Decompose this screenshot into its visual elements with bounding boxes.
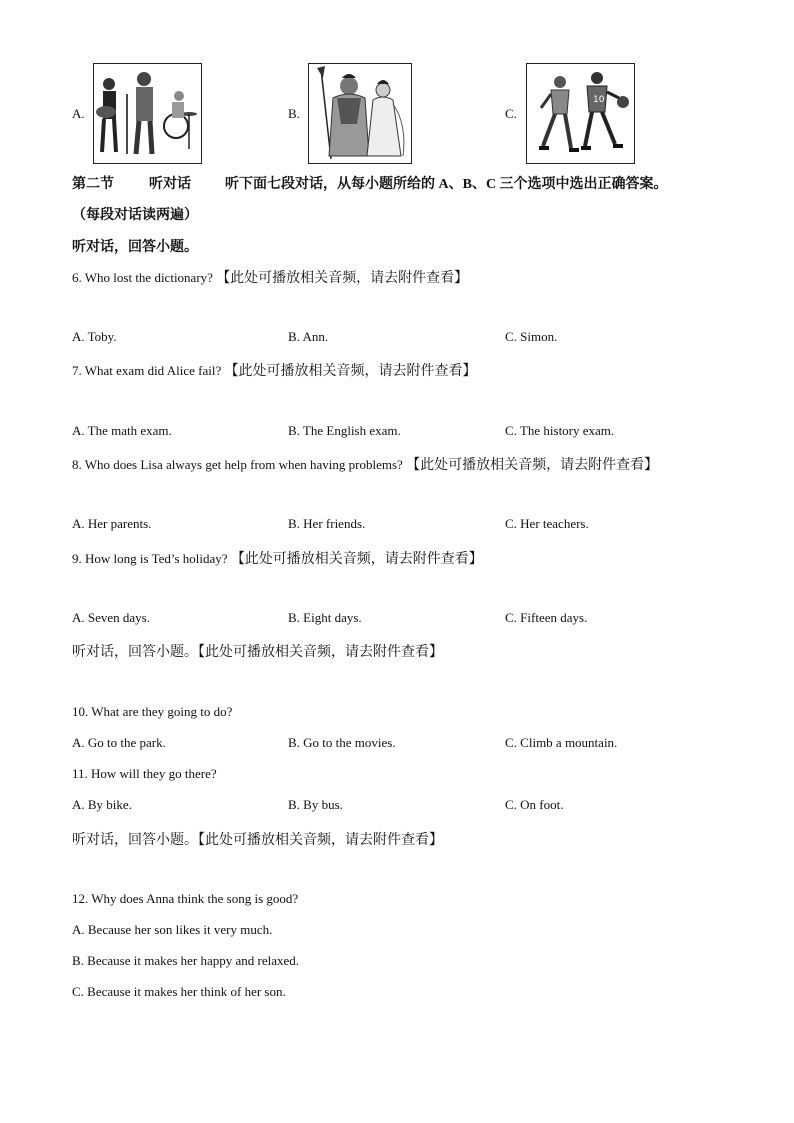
picture-a-label: A. <box>72 106 85 121</box>
picture-b-label: B. <box>288 106 300 121</box>
question-9-text: 9. How long is Ted’s holiday? <box>72 551 228 566</box>
question-10-text: 10. What are they going to do? <box>72 704 233 719</box>
question-10-option-b: B. Go to the movies. <box>288 735 396 750</box>
question-7-option-a: A. The math exam. <box>72 423 172 438</box>
question-8-option-a: A. Her parents. <box>72 516 152 531</box>
listen-prompt-with-audio: 听对话，回答小题。【此处可播放相关音频，请去附件查看】 <box>72 645 443 660</box>
question-8 <box>72 454 658 474</box>
basketball-players-picture <box>526 63 635 164</box>
question-10-option-a: A. Go to the park. <box>72 735 166 750</box>
question-7 <box>72 360 476 380</box>
question-8-option-c: C. Her teachers. <box>505 516 589 531</box>
section-instruction: 听下面七段对话，从每小题所给的 A、B、C 三个选项中选出正确答案。 <box>225 177 668 192</box>
question-6-option-c: C. Simon. <box>505 329 558 344</box>
question-9-option-a: A. Seven days. <box>72 610 150 625</box>
question-6-text: 6. Who lost the dictionary? <box>72 270 213 285</box>
audio-note: 【此处可播放相关音频，请去附件查看】 <box>406 458 659 473</box>
question-12-option-c: C. Because it makes her think of her son. <box>72 984 286 999</box>
section-title: 第二节 <box>72 177 114 192</box>
question-6 <box>72 267 468 287</box>
section-name: 听对话 <box>149 177 191 192</box>
question-6-option-b: B. Ann. <box>288 329 329 344</box>
question-8-option-b: B. Her friends. <box>288 516 366 531</box>
question-12-option-b: B. Because it makes her happy and relaxed. <box>72 953 300 968</box>
question-7-text: 7. What exam did Alice fail? <box>72 363 222 378</box>
question-6-option-a: A. Toby. <box>72 329 117 344</box>
listen-prompt: 听对话，回答小题。 <box>72 240 198 255</box>
audio-note: 【此处可播放相关音频，请去附件查看】 <box>230 552 483 567</box>
band-picture <box>93 63 202 164</box>
question-9-option-b: B. Eight days. <box>288 610 362 625</box>
question-9 <box>72 548 483 568</box>
question-9-option-c: C. Fifteen days. <box>505 610 588 625</box>
question-11-option-a: A. By bike. <box>72 797 132 812</box>
question-11-option-c: C. On foot. <box>505 797 564 812</box>
listen-prompt-with-audio: 听对话，回答小题。【此处可播放相关音频，请去附件查看】 <box>72 833 443 848</box>
audio-note: 【此处可播放相关音频，请去附件查看】 <box>216 271 469 286</box>
question-12-text: 12. Why does Anna think the song is good? <box>72 891 299 906</box>
question-12-option-a: A. Because her son likes it very much. <box>72 922 273 937</box>
opera-figures-picture <box>308 63 412 164</box>
question-11-text: 11. How will they go there? <box>72 766 217 781</box>
svg-text:10: 10 <box>593 95 605 105</box>
question-7-option-c: C. The history exam. <box>505 423 615 438</box>
question-8-text: 8. Who does Lisa always get help from when having problems? <box>72 457 403 472</box>
picture-c-label: C. <box>505 106 517 121</box>
audio-note: 【此处可播放相关音频，请去附件查看】 <box>224 364 477 379</box>
question-7-option-b: B. The English exam. <box>288 423 401 438</box>
question-10-option-c: C. Climb a mountain. <box>505 735 618 750</box>
section-note: （每段对话读两遍） <box>72 208 198 223</box>
question-11-option-b: B. By bus. <box>288 797 343 812</box>
